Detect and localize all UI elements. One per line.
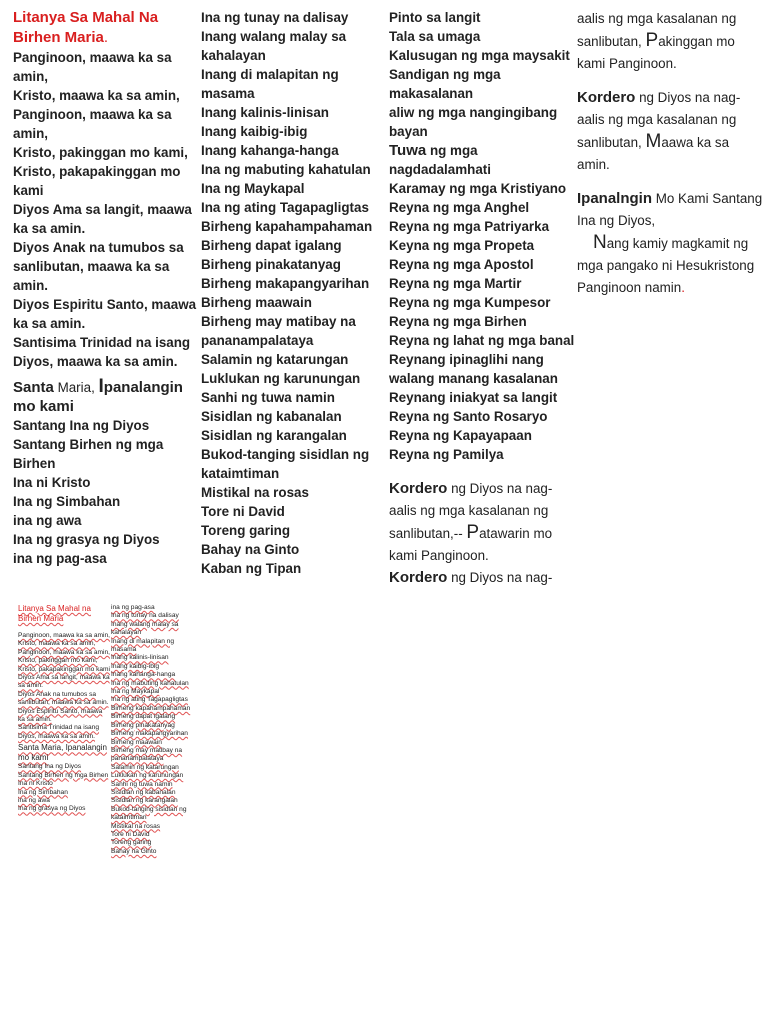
kordero-2-continued: [577, 8, 765, 75]
litany-line: Kristo, maawa ka sa amin,: [13, 88, 180, 103]
thumbnail-birheng-list: [111, 604, 199, 856]
litany-line: Ina ng tunay na dalisay: [201, 10, 349, 25]
litany-line: Toreng garing: [111, 839, 152, 847]
litany-line: Ina ng grasya ng Diyos: [13, 532, 160, 547]
litany-line: Ina ng Maykapal: [201, 181, 305, 196]
litany-line: Bukod-tanging sisidlan ng kataimtiman: [201, 447, 370, 481]
litany-line: Kristo, pakinggan mo kami,: [13, 145, 188, 160]
litany-line: Kalusugan ng mga maysakit: [389, 48, 570, 63]
litany-line: Bukod-tanging sisidlan ng kataimtiman: [111, 805, 187, 822]
litany-line: Ina ng ating Tagapagligtas: [201, 200, 369, 215]
ipanalangin-initial: I: [98, 376, 104, 397]
litany-line: Kaban ng Tipan: [201, 561, 302, 576]
litany-line: Inang kahanga-hanga: [201, 143, 339, 158]
litany-line: Kristo, pakinggan mo kami,: [18, 657, 98, 665]
kordero-3-text: ng Diyos na nag-aalis ng mga kasalanan ng sanlibutan,: [577, 90, 741, 150]
litany-line: aliw ng mga nangingibang bayan: [389, 105, 558, 139]
litany-line: Ina ng ating Tagapagligtas: [111, 696, 188, 704]
litany-line: Inang walang malay sa kahalayan: [201, 29, 347, 63]
litany-line: Reyna ng mga Birhen: [389, 314, 527, 329]
litany-line: Birheng may matibay na pananampalataya: [201, 314, 356, 348]
litany-line: Inang kalinis-linisan: [201, 105, 329, 120]
litany-line: Sisidlan ng kabanalan: [111, 788, 176, 796]
litany-line: Diyos Espiritu Santo, maawa ka sa amin.: [18, 707, 103, 724]
litany-line: Toreng garing: [201, 523, 291, 538]
litany-line: Birheng makapangyarihan: [201, 276, 370, 291]
litany-line: Mistikal na rosas: [111, 822, 161, 830]
litany-line: Ina ng grasya ng Diyos: [18, 805, 86, 813]
ipanalangin-rest: panalangin mo kami: [13, 379, 183, 415]
litany-line: Panginoon, maawa ka sa amin,: [13, 50, 172, 84]
litany-line: Tore ni David: [201, 504, 285, 519]
litany-line: ina ng pag-asa: [111, 604, 155, 611]
litany-line: Diyos Espiritu Santo, maawa ka sa amin.: [13, 297, 197, 331]
litany-line: Reyna ng mga Anghel: [389, 200, 530, 215]
litany-line: Birheng may matibay na pananampalataya: [111, 746, 183, 763]
litany-line: Inang walang malay sa kahalayan: [111, 620, 179, 637]
kordero-3-word: Kordero: [577, 89, 636, 106]
litany-line: Reyna ng mga Martir: [389, 276, 522, 291]
litany-line: Inang di malapitan ng masama: [111, 637, 175, 654]
litany-line: ina ng pag-asa: [13, 551, 107, 566]
litany-line: Ina ni Kristo: [18, 780, 53, 788]
column-2: [201, 8, 381, 578]
litany-line: Diyos Anak na tumubos sa sanlibutan, maawa ka sa amin.: [18, 690, 109, 707]
litany-line: Salamin ng katarungan: [201, 352, 349, 367]
litany-line: Kristo, pakapakinggan mo kami: [13, 164, 181, 198]
litany-line: Diyos Ama sa langit, maawa ka sa amin.: [13, 202, 192, 236]
litany-line: Panginoon, maawa ka sa amin,: [18, 648, 111, 656]
thumbnail-opening: [18, 632, 110, 741]
litany-line: Tore ni David: [111, 830, 150, 838]
closing-prayer: [577, 232, 765, 299]
litany-line: Santang Birhen ng mga Birhen: [18, 771, 109, 779]
thumbnail-title: Litanya Sa Mahal na Birhen Maria: [18, 604, 91, 623]
litany-line: Birheng pinakatanyag: [111, 721, 175, 729]
litany-line: Inang kalinis-linisan: [111, 654, 169, 662]
litany-line: Birheng dapat igalang: [111, 713, 176, 721]
litany-line: Kristo, pakapakinggan mo kami: [18, 665, 110, 673]
thumbnail-ina-list: [18, 763, 110, 813]
litany-line: Reyna ng mga Kumpesor: [389, 295, 551, 310]
litany-line: Reynang iniakyat sa langit: [389, 390, 558, 405]
litany-line: Sanhi ng tuwa namin: [111, 780, 173, 788]
litany-line: ina ng awa: [18, 796, 50, 804]
litany-line: Santang Ina ng Diyos: [13, 418, 150, 433]
litany-line: Sisidlan ng karangalan: [201, 428, 347, 443]
litany-line: ina ng awa: [13, 513, 82, 528]
kordero-2: [389, 567, 577, 589]
litany-line: Inang kaibig-ibig: [111, 662, 160, 670]
litany-line: Luklukan ng karunungan: [111, 772, 184, 780]
litany-line: Sisidlan ng karangalan: [111, 797, 178, 805]
litany-line: Birheng kapahampahaman: [201, 219, 373, 234]
litany-line: Ina ng Maykapal: [111, 688, 160, 696]
kordero-2-text: ng Diyos na nag-: [447, 570, 553, 585]
litany-line: Bahay na Ginto: [111, 847, 157, 855]
ipanalangin-word: Ipanalngin: [577, 190, 652, 207]
page-title: [13, 8, 198, 48]
litany-line: Ina ng tunay na dalisay: [111, 612, 179, 620]
litany-line: Inang di malapitan ng masama: [201, 67, 339, 101]
nang-text: ang kamiy magkamit ng mga pangako ni Hesukristong Panginoon namin: [577, 236, 755, 295]
kordero-2-initial: P: [645, 30, 659, 51]
litany-line: Bahay na Ginto: [201, 542, 300, 557]
litany-line: Diyos Ama sa langit, maawa ka sa amin.: [18, 674, 110, 690]
litany-line: Reyna ng Kapayapaan: [389, 428, 532, 443]
litany-opening: [13, 48, 198, 371]
litany-line: Ina ni Kristo: [13, 475, 91, 490]
litany-line: Birheng pinakatanyag: [201, 257, 341, 272]
litany-line: Santisima Trinidad na isang Diyos, maawa ka sa amin.: [13, 335, 191, 369]
kordero-1: [389, 478, 577, 567]
nang-dot: .: [681, 280, 685, 295]
kordero-1-word: Kordero: [389, 480, 448, 497]
tuwa-rest: ng mga nagdadalamhati: [389, 143, 491, 177]
litany-line: Inang kaibig-ibig: [201, 124, 308, 139]
litany-line: Sanhi ng tuwa namin: [201, 390, 335, 405]
ipanalangin-text: Mo Kami Santang Ina ng Diyos,: [577, 191, 763, 228]
maria-word: Maria,: [53, 380, 99, 395]
litany-line: Diyos Anak na tumubos sa sanlibutan, maawa ka sa amin.: [13, 240, 184, 293]
kordero-2-word: Kordero: [389, 569, 448, 586]
litany-line: Sandigan ng mga makasalanan: [389, 67, 501, 101]
litany-line: Reyna ng Pamilya: [389, 447, 504, 462]
litany-line: Birheng makapangyarihan: [111, 730, 188, 738]
thumbnail-santa-maria: Santa Maria, Ipanalangin mo kami: [18, 743, 107, 763]
kordero-1-initial: P: [466, 522, 480, 543]
title-dot: .: [103, 29, 109, 46]
litany-line: Ina ng Simbahan: [13, 494, 121, 509]
thumbnail-column-2: [111, 604, 199, 856]
litany-line: Santang Birhen ng mga Birhen: [13, 437, 164, 471]
litany-ina-list: [13, 416, 198, 568]
litany-line: Ina ng mabuting kahatulan: [201, 162, 371, 177]
litany-line: Tala sa umaga: [389, 29, 481, 44]
title-text: Litanya Sa Mahal Na Birhen Maria: [13, 9, 159, 46]
litany-line: Sisidlan ng kabanalan: [201, 409, 342, 424]
column-3: [389, 8, 577, 589]
litany-line: Karamay ng mga Kristiyano: [389, 181, 567, 196]
column-4: [577, 8, 765, 299]
kordero-3-initial: M: [645, 131, 662, 152]
kordero-3-end: aawa ka sa amin.: [577, 135, 730, 172]
santa-word: Santa: [13, 379, 54, 396]
litany-pinto-list: [389, 8, 577, 141]
thumbnail-column-1: [18, 604, 110, 814]
santa-maria-response: [13, 377, 198, 416]
tuwa-line: [389, 141, 577, 179]
litany-line: Santisima Trinidad na isang Diyos, maawa ka sa amin.: [18, 724, 100, 740]
litany-line: Keyna ng mga Propeta: [389, 238, 535, 253]
tuwa-word: Tuwa: [389, 142, 427, 159]
litany-line: Mistikal na rosas: [201, 485, 309, 500]
litany-line: Birheng kapahampahaman: [111, 704, 191, 712]
litany-line: Reynang ipinaglihi nang walang manang kasalanan: [389, 352, 558, 386]
kordero-3: [577, 87, 765, 176]
litany-line: Birheng dapat igalang: [201, 238, 342, 253]
kordero-2-cont-text: aalis ng mga kasalanan ng sanlibutan,: [577, 11, 737, 49]
litany-birheng-list: [201, 8, 381, 578]
litany-line: Luklukan ng karunungan: [201, 371, 361, 386]
litany-line: Birheng maawain: [201, 295, 312, 310]
litany-line: Reyna ng Santo Rosaryo: [389, 409, 548, 424]
litany-line: Santang Ina ng Diyos: [18, 763, 82, 771]
litany-line: Kristo, maawa ka sa amin,: [18, 640, 96, 648]
litany-line: Panginoon, maawa ka sa amin,: [13, 107, 172, 141]
litany-line: Pinto sa langit: [389, 10, 481, 25]
litany-line: Ina ng mabuting kahatulan: [111, 679, 189, 687]
litany-line: Salamin ng katarungan: [111, 763, 179, 771]
litany-line: Reyna ng mga Patriyarka: [389, 219, 550, 234]
closing-prayer-title: [577, 188, 765, 232]
litany-line: Reyna ng lahat ng mga banal: [389, 333, 575, 348]
litany-line: Reyna ng mga Apostol: [389, 257, 534, 272]
litany-line: Inang kahanga-hanga: [111, 671, 176, 679]
kordero-1-text: ng Diyos na nag-aalis ng mga kasalanan ng sanlibutan,--: [389, 481, 553, 541]
nang-initial: N: [593, 232, 607, 253]
kordero-2-end: akinggan mo kami Panginoon.: [577, 34, 735, 71]
kordero-1-end: atawarin mo kami Panginoon.: [389, 526, 553, 563]
litany-line: Birheng maawain: [111, 738, 162, 746]
litany-reyna-list: [389, 179, 577, 464]
litany-line: Ina ng Simbahan: [18, 788, 68, 796]
litany-line: Panginoon, maawa ka sa amin,: [18, 632, 111, 639]
column-1: [13, 8, 198, 568]
